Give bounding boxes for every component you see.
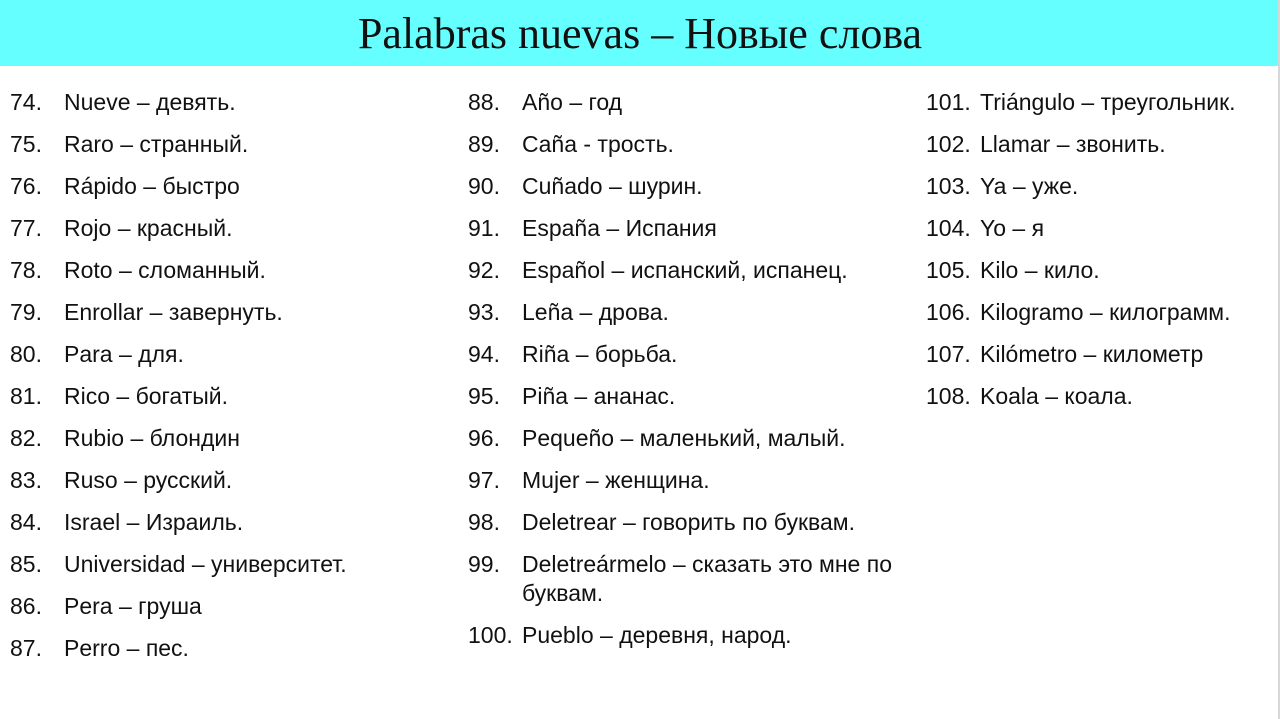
vocab-item bbox=[926, 172, 1276, 201]
vocab-item bbox=[468, 621, 918, 650]
vocab-item bbox=[10, 508, 450, 537]
word-column-3 bbox=[926, 88, 1276, 424]
vocab-number: 82. bbox=[10, 425, 42, 451]
vocab-number: 78. bbox=[10, 257, 42, 283]
vocab-item bbox=[926, 340, 1276, 369]
vocab-number: 83. bbox=[10, 467, 42, 493]
vocab-term: Kilogramo – килограмм. bbox=[980, 299, 1231, 325]
vocab-item bbox=[10, 298, 450, 327]
vocab-term: Rápido – быстро bbox=[64, 173, 240, 199]
vocab-term: Israel – Израиль. bbox=[64, 509, 244, 535]
page-title: Palabras nuevas – Новые слова bbox=[357, 9, 923, 58]
vocab-number: 107. bbox=[926, 341, 971, 367]
vocab-item bbox=[10, 340, 450, 369]
vocab-item bbox=[468, 340, 918, 369]
vocab-term: Español – испанский, испанец. bbox=[522, 257, 848, 283]
vocab-item bbox=[926, 214, 1276, 243]
vocab-item bbox=[468, 382, 918, 411]
vocab-item bbox=[10, 424, 450, 453]
vocab-number: 89. bbox=[468, 131, 500, 157]
vocab-item bbox=[468, 130, 918, 159]
vocab-term: España – Испания bbox=[522, 215, 717, 241]
vocab-item bbox=[468, 298, 918, 327]
vocab-item bbox=[926, 298, 1276, 327]
vocab-term: Deletrear – говорить по буквам. bbox=[522, 509, 855, 535]
vocab-term: Triángulo – треугольник. bbox=[980, 89, 1236, 115]
vocab-item bbox=[10, 592, 450, 621]
vocab-item bbox=[10, 88, 450, 117]
vocab-number: 84. bbox=[10, 509, 42, 535]
vocab-number: 108. bbox=[926, 383, 971, 409]
vocab-number: 103. bbox=[926, 173, 971, 199]
vocab-term: Enrollar – завернуть. bbox=[64, 299, 283, 325]
vocab-term: Mujer – женщина. bbox=[522, 467, 710, 493]
vocab-number: 81. bbox=[10, 383, 42, 409]
vocab-item bbox=[468, 508, 918, 537]
word-column-2 bbox=[468, 88, 918, 663]
vocab-number: 106. bbox=[926, 299, 971, 325]
vocab-number: 75. bbox=[10, 131, 42, 157]
vocab-term: Kilo – кило. bbox=[980, 257, 1100, 283]
vocab-number: 77. bbox=[10, 215, 42, 241]
vocab-number: 102. bbox=[926, 131, 971, 157]
vocab-number: 104. bbox=[926, 215, 971, 241]
vocab-number: 95. bbox=[468, 383, 500, 409]
vocab-term: Año – год bbox=[522, 89, 623, 115]
vocab-item bbox=[10, 382, 450, 411]
vocab-term: Nueve – девять. bbox=[64, 89, 236, 115]
vocab-item bbox=[10, 256, 450, 285]
vocab-term: Para – для. bbox=[64, 341, 184, 367]
vocab-number: 86. bbox=[10, 593, 42, 619]
vocab-term: Riña – борьба. bbox=[522, 341, 678, 367]
vocab-term: Deletreármelo – сказать это мне по буквам. bbox=[522, 551, 892, 606]
vocab-number: 101. bbox=[926, 89, 971, 115]
vocab-number: 79. bbox=[10, 299, 42, 325]
vocab-number: 91. bbox=[468, 215, 500, 241]
vocab-term: Pueblo – деревня, народ. bbox=[522, 622, 792, 648]
vocab-term: Rubio – блондин bbox=[64, 425, 240, 451]
vocab-number: 90. bbox=[468, 173, 500, 199]
vocab-term: Koala – коала. bbox=[980, 383, 1133, 409]
vocab-number: 96. bbox=[468, 425, 500, 451]
vocab-term: Kilómetro – километр bbox=[980, 341, 1204, 367]
vocab-item bbox=[10, 214, 450, 243]
vocab-number: 93. bbox=[468, 299, 500, 325]
vocab-number: 74. bbox=[10, 89, 42, 115]
vocab-item bbox=[10, 130, 450, 159]
vocab-term: Pera – груша bbox=[64, 593, 202, 619]
vocab-term: Pequeño – маленький, малый. bbox=[522, 425, 846, 451]
vocab-item bbox=[926, 88, 1276, 117]
vocab-term: Yo – я bbox=[980, 215, 1045, 241]
vocab-item bbox=[926, 130, 1276, 159]
vocab-term: Roto – сломанный. bbox=[64, 257, 266, 283]
vocab-number: 98. bbox=[468, 509, 500, 535]
vocab-term: Cuñado – шурин. bbox=[522, 173, 703, 199]
vocab-item bbox=[468, 466, 918, 495]
word-column-1 bbox=[10, 88, 450, 676]
vocab-item bbox=[468, 550, 918, 608]
vocab-term: Rico – богатый. bbox=[64, 383, 229, 409]
vocab-number: 100. bbox=[468, 622, 513, 648]
vocab-number: 88. bbox=[468, 89, 500, 115]
vocab-number: 99. bbox=[468, 551, 500, 577]
vocab-term: Piña – ананас. bbox=[522, 383, 676, 409]
vocab-number: 76. bbox=[10, 173, 42, 199]
vocab-term: Ya – уже. bbox=[980, 173, 1079, 199]
vocab-number: 87. bbox=[10, 635, 42, 661]
vocab-term: Leña – дрова. bbox=[522, 299, 669, 325]
vocab-term: Raro – странный. bbox=[64, 131, 249, 157]
vocab-item bbox=[10, 634, 450, 663]
vocab-item bbox=[468, 256, 918, 285]
vocab-number: 94. bbox=[468, 341, 500, 367]
vocab-item bbox=[10, 172, 450, 201]
vocab-item bbox=[468, 424, 918, 453]
vocab-term: Universidad – университет. bbox=[64, 551, 347, 577]
vocab-item bbox=[926, 256, 1276, 285]
vocab-item bbox=[10, 466, 450, 495]
title-bar bbox=[0, 0, 1280, 66]
vocab-item bbox=[10, 550, 450, 579]
vocab-term: Perro – пес. bbox=[64, 635, 189, 661]
vocab-number: 105. bbox=[926, 257, 971, 283]
vocab-item bbox=[468, 172, 918, 201]
vocab-term: Ruso – русский. bbox=[64, 467, 233, 493]
vocab-item bbox=[926, 382, 1276, 411]
vocab-item bbox=[468, 88, 918, 117]
vocab-number: 97. bbox=[468, 467, 500, 493]
vocab-term: Llamar – звонить. bbox=[980, 131, 1166, 157]
vocab-term: Rojo – красный. bbox=[64, 215, 233, 241]
vocab-number: 92. bbox=[468, 257, 500, 283]
vocab-item bbox=[468, 214, 918, 243]
vocab-number: 85. bbox=[10, 551, 42, 577]
vocab-number: 80. bbox=[10, 341, 42, 367]
vocab-term: Caña - трость. bbox=[522, 131, 674, 157]
